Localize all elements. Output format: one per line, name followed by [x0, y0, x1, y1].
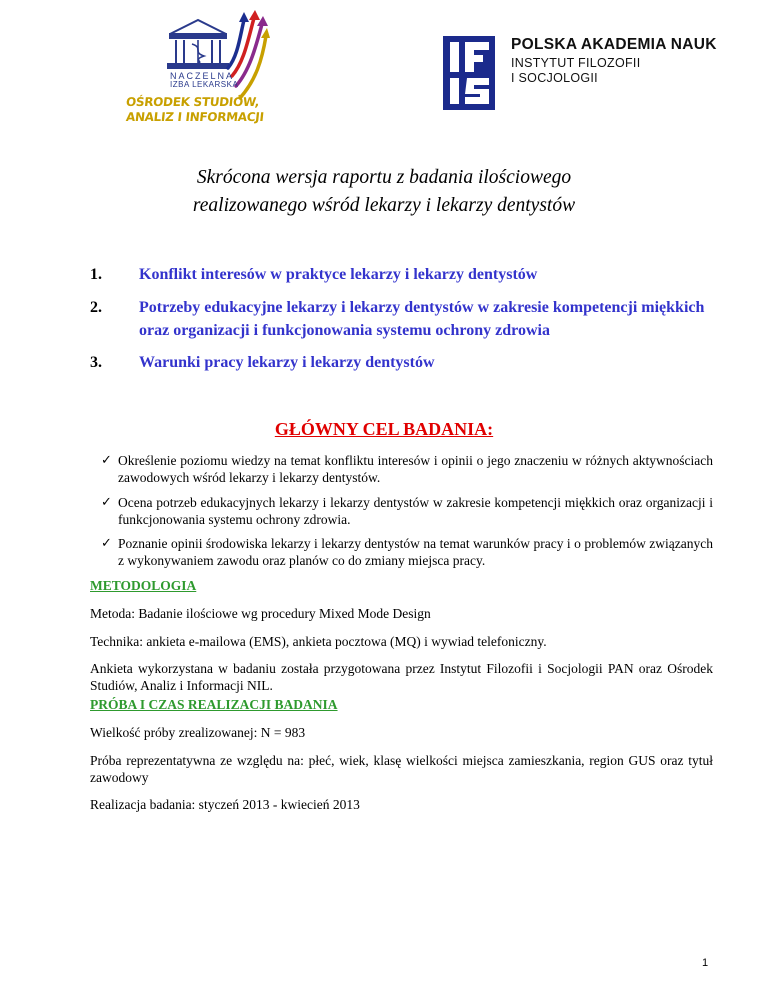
goal-list-item: [101, 452, 713, 486]
topic-text: Konflikt interesów w praktyce lekarzy i lekarzy dentystów: [139, 266, 538, 283]
ifis-icon: [443, 36, 495, 110]
goal-list-item: [101, 494, 713, 528]
goal-text: Ocena potrzeb edukacyjnych lekarzy i lekarzy dentystów w zakresie kompetencji miękkich oraz organizacji i funkcjonowania systemu ochrony zdrowia.: [118, 495, 713, 527]
goal-text: Poznanie opinii środowiska lekarzy i lekarzy dentystów na temat warunków pracy i o problemów związanych z wykonywaniem zawodu oraz planów co do zmiany miejsca pracy.: [118, 536, 713, 568]
checkmark-icon: ✓: [101, 453, 112, 468]
sample-representative: Próba reprezentatywna ze względu na: płeć, wiek, klasę wielkości miejsca zamieszkania, region GUS oraz tytuł zawodowy: [90, 753, 713, 785]
methodology-survey: Ankieta wykorzystana w badaniu została przygotowana przez Instytut Filozofii i Socjologii PAN oraz Ośrodek Studiów, Analiz i Informacji NIL.: [90, 661, 713, 693]
page-number: 1: [702, 957, 709, 969]
ifis-subtitle-1: INSTYTUT FILOZOFII: [511, 56, 641, 70]
goal-text: Określenie poziomu wiedzy na temat konfliktu interesów i opinii o jego znaczeniu w różnych aktywnościach zawodowych wśród lekarzy i lekarzy dentystów.: [118, 453, 713, 485]
checkmark-icon: ✓: [101, 495, 112, 510]
methodology-method: Metoda: Badanie ilościowe wg procedury Mixed Mode Design: [90, 606, 431, 621]
nil-logo-line4: ANALIZ I INFORMACJI: [125, 110, 265, 124]
ifis-pan-logo: [443, 36, 763, 110]
sample-size: Wielkość próby zrealizowanej: N = 983: [90, 725, 306, 740]
methodology-heading: METODOLOGIA: [90, 578, 197, 593]
topic-number: 1.: [90, 266, 102, 283]
topic-text: Warunki pracy lekarzy i lekarzy dentystów: [139, 354, 435, 371]
methodology-technique: Technika: ankieta e-mailowa (EMS), ankieta pocztowa (MQ) i wywiad telefoniczny.: [90, 634, 547, 649]
report-title-line2: realizowanego wśród lekarzy i lekarzy dentystów: [192, 195, 576, 216]
checkmark-icon: ✓: [101, 536, 112, 551]
topic-text: Potrzeby edukacyjne lekarzy i lekarzy dentystów w zakresie kompetencji miękkich oraz organizacji i funkcjonowania systemu ochrony zdrowia: [139, 299, 705, 339]
nil-logo: [120, 6, 270, 124]
topic-number: 3.: [90, 354, 102, 371]
pan-title: POLSKA AKADEMIA NAUK: [511, 36, 717, 53]
sample-period: Realizacja badania: styczeń 2013 - kwiecień 2013: [90, 797, 360, 812]
ifis-subtitle-2: I SOCJOLOGII: [511, 71, 598, 85]
topic-number: 2.: [90, 299, 102, 316]
goal-list-item: [101, 535, 713, 569]
nil-logo-line3: OŚRODEK STUDIÓW,: [125, 95, 260, 109]
sample-heading: PRÓBA I CZAS REALIZACJI BADANIA: [90, 697, 338, 712]
nil-logo-line2: IZBA LEKARSKA: [170, 80, 239, 89]
nil-logo-line1: NACZELNA: [170, 71, 235, 81]
report-title-line1: Skrócona wersja raportu z badania ilościowego: [196, 167, 572, 188]
main-goal-heading: GŁÓWNY CEL BADANIA:: [274, 419, 494, 439]
report-title: [0, 164, 768, 220]
